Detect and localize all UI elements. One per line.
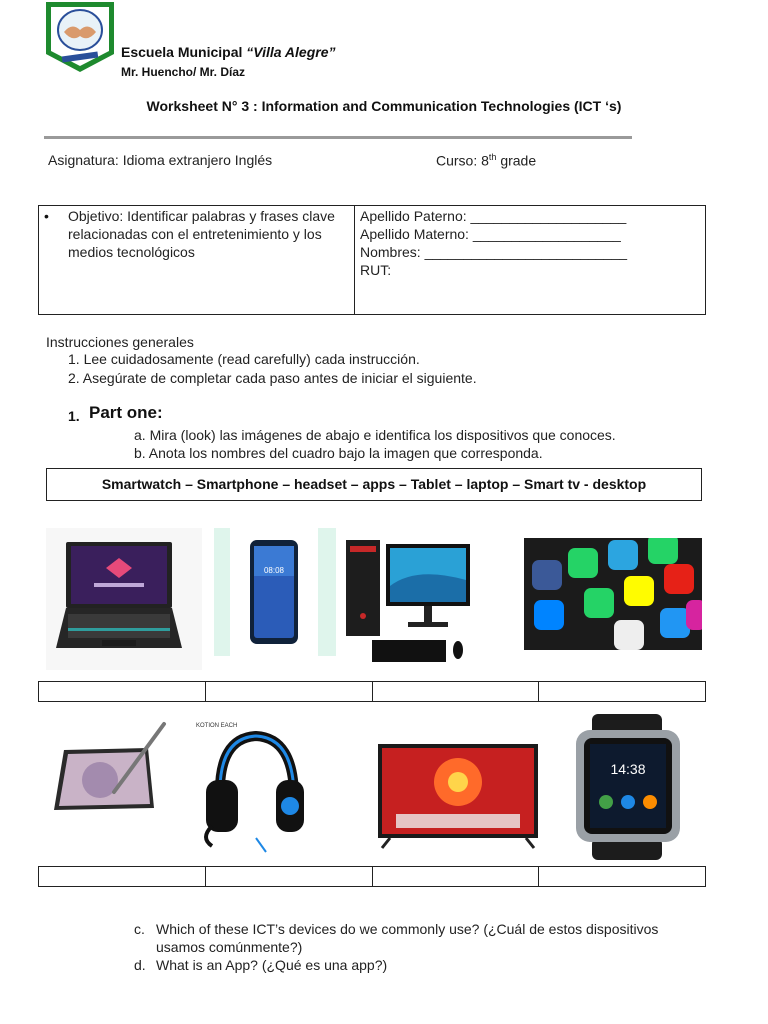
question-text: usamos comúnmente?) bbox=[156, 939, 303, 955]
field-nombres[interactable]: Nombres: __________________________ bbox=[360, 244, 628, 260]
objective-text: Objetivo: Identificar palabras y frases clave relacionadas con el entretenimiento y los medios tecnológicos bbox=[68, 208, 335, 260]
laptop-image bbox=[46, 528, 202, 670]
course-label bbox=[436, 152, 536, 169]
answer-cell[interactable] bbox=[206, 867, 373, 886]
question-d bbox=[134, 956, 658, 974]
answer-cell[interactable] bbox=[539, 867, 705, 886]
school-prefix: Escuela Municipal bbox=[121, 44, 247, 60]
school-name bbox=[121, 44, 335, 60]
divider bbox=[44, 136, 632, 139]
part-number: 1. bbox=[68, 408, 80, 424]
field-apellido-materno[interactable]: Apellido Materno: ___________________ bbox=[360, 226, 621, 242]
instructions-list bbox=[68, 350, 477, 388]
field-apellido-paterno[interactable]: Apellido Paterno: ____________________ bbox=[360, 208, 627, 224]
worksheet-title: Worksheet N° 3 : Information and Communication Technologies (ICT ‘s) bbox=[146, 98, 622, 114]
question-label: d. bbox=[134, 957, 146, 973]
word-bank: Smartwatch – Smartphone – headset – apps – Tablet – laptop – Smart tv - desktop bbox=[46, 468, 702, 501]
teachers: Mr. Huencho/ Mr. Díaz bbox=[121, 65, 246, 79]
question-label: c. bbox=[134, 921, 145, 937]
answer-cell[interactable] bbox=[539, 682, 705, 701]
smart-tv-image bbox=[378, 742, 538, 850]
answer-cell[interactable] bbox=[39, 682, 206, 701]
answer-cell[interactable] bbox=[206, 682, 373, 701]
bullet: • bbox=[44, 208, 49, 224]
desktop-image bbox=[346, 536, 472, 668]
instruction-item: 2. Asegúrate de completar cada paso antes de iniciar el siguiente. bbox=[68, 370, 477, 386]
course-prefix: Curso: 8 bbox=[436, 152, 489, 169]
question-c bbox=[134, 920, 658, 938]
subject-label: Asignatura: Idioma extranjero Inglés bbox=[48, 152, 273, 168]
part-title: Part one: bbox=[89, 403, 163, 422]
school-title: “Villa Alegre” bbox=[246, 44, 336, 60]
smartwatch-image bbox=[566, 714, 690, 860]
headset-brand: KOTION EACH bbox=[196, 723, 238, 729]
phone-time: 08:08 bbox=[263, 566, 285, 575]
course-sup: th bbox=[488, 152, 497, 162]
answer-cell[interactable] bbox=[39, 867, 206, 886]
part-instructions bbox=[134, 426, 616, 462]
part-item: b. Anota los nombres del cuadro bajo la imagen que corresponda. bbox=[134, 445, 543, 461]
questions bbox=[134, 920, 658, 974]
instructions-title: Instrucciones generales bbox=[46, 334, 194, 350]
apps-image bbox=[524, 538, 702, 650]
answer-cell[interactable] bbox=[373, 682, 540, 701]
smartphone-image bbox=[214, 528, 336, 656]
question-text: Which of these ICT’s devices do we commonly use? (¿Cuál de estos dispositivos bbox=[156, 921, 659, 937]
student-fields bbox=[360, 207, 627, 279]
question-text: What is an App? (¿Qué es una app?) bbox=[156, 957, 388, 973]
question-c-continued bbox=[134, 938, 658, 956]
course-suffix: grade bbox=[496, 152, 537, 169]
watch-time: 14:38 bbox=[610, 761, 646, 777]
field-rut[interactable]: RUT: bbox=[360, 262, 392, 278]
instruction-item: 1. Lee cuidadosamente (read carefully) cada instrucción. bbox=[68, 351, 420, 367]
school-logo bbox=[44, 0, 116, 74]
headset-image bbox=[192, 718, 308, 854]
answer-row-2 bbox=[38, 866, 706, 887]
part-item: a. Mira (look) las imágenes de abajo e identifica los dispositivos que conoces. bbox=[134, 427, 616, 443]
answer-row-1 bbox=[38, 681, 706, 702]
answer-cell[interactable] bbox=[373, 867, 540, 886]
tablet-image bbox=[50, 720, 170, 814]
